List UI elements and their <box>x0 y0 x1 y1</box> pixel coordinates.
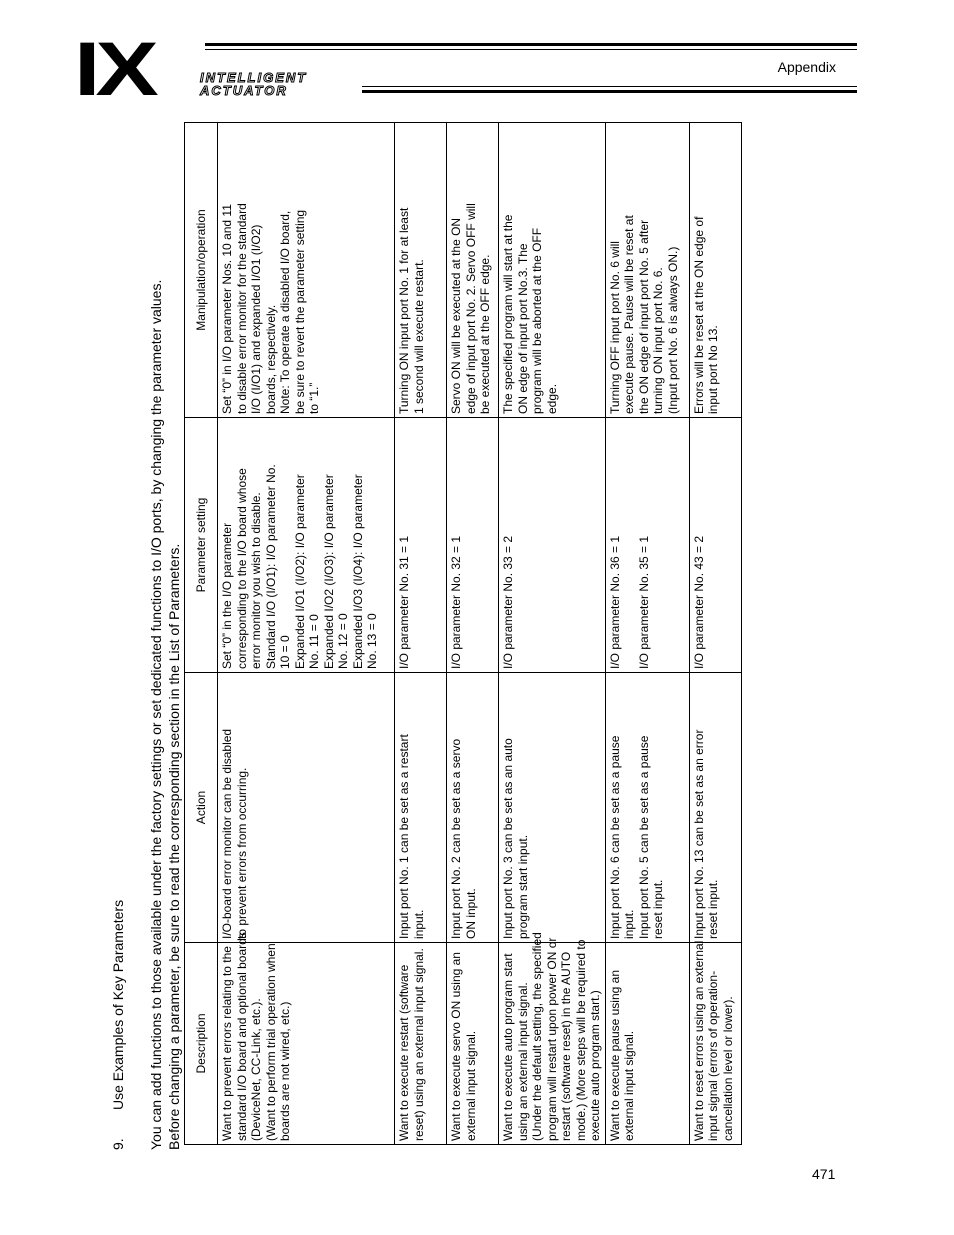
cell-line: reset input. <box>651 879 665 939</box>
cell-line: No. 11 = 0 <box>307 614 321 669</box>
cell-line: Want to reset errors using an external <box>691 940 706 1141</box>
section-heading <box>110 900 126 1150</box>
cell-line: Turning OFF input port No. 6 will <box>607 241 622 414</box>
cell-manipulation <box>395 123 447 418</box>
cell-line: No. 13 = 0 <box>365 613 379 669</box>
cell-line: turning ON input port No. 6. <box>651 267 665 414</box>
cell-description <box>499 932 606 1145</box>
cell-line: the ON edge of input port No. 5 after <box>636 219 651 414</box>
landscape-content <box>110 120 840 1150</box>
cell-description <box>395 943 447 1145</box>
cell-line: Input port No. 5 can be set as a pause <box>636 735 651 939</box>
table-row <box>218 123 395 1145</box>
cell-line: to “1.” <box>307 382 321 414</box>
cell-line: be sure to revert the parameter setting <box>292 209 307 414</box>
cell-action <box>218 673 395 943</box>
cell-line: (DeviceNet, CC-Link, etc.). <box>249 998 263 1141</box>
cell-parameter <box>499 418 606 673</box>
cell-action <box>395 673 447 943</box>
cell-line: Want to execute pause using an <box>607 970 622 1141</box>
cell-line: execute pause. Pause will be reset at <box>622 215 636 414</box>
cell-line: Standard I/O (I/O1): I/O parameter No. <box>263 464 278 669</box>
cell-line: input. <box>411 909 426 939</box>
cell-manipulation <box>218 123 395 418</box>
cell-action <box>499 673 606 943</box>
cell-parameter <box>218 418 395 673</box>
cell-description <box>447 943 499 1145</box>
cell-line: error monitor you wish to disable. <box>249 492 263 669</box>
table-row <box>605 123 689 1145</box>
cell-line: I/O parameter No. 32 = 1 <box>449 535 463 669</box>
cell-line: I/O parameter No. 43 = 2 <box>691 535 706 669</box>
page-number: 471 <box>812 1166 836 1182</box>
cell-line: ON edge of input port No.3. The <box>515 243 530 414</box>
cell-line: input signal (errors of operation- <box>706 970 720 1141</box>
cell-line: (Want to perform trial operation when <box>263 943 278 1141</box>
intro-paragraph <box>147 130 183 1150</box>
cell-line: Errors will be reset at the ON edge of <box>691 216 706 414</box>
table-row <box>689 123 741 1145</box>
cell-line: The specified program will start at the <box>501 214 515 414</box>
cell-line: Input port No. 13 can be set as an error <box>691 729 706 939</box>
cell-line: edge. <box>544 383 559 414</box>
section-title: Use Examples of Key Parameters <box>110 899 126 1110</box>
cell-line: to disable error monitor for the standard <box>234 203 249 414</box>
column-header-description: Description <box>185 943 218 1145</box>
cell-line: external input signal. <box>463 1030 478 1141</box>
cell-line: restart (software reset) in the AUTO <box>559 951 573 1141</box>
cell-manipulation <box>689 123 741 418</box>
cell-line: Input port No. 6 can be set as a pause <box>607 735 622 939</box>
header-rule-bottom-thick <box>362 90 857 93</box>
cell-manipulation <box>499 123 606 418</box>
column-header-parameter-setting: Parameter setting <box>185 418 218 673</box>
cell-action <box>689 673 741 943</box>
table-row <box>447 123 499 1145</box>
cell-line: Servo ON will be executed at the ON <box>449 217 463 414</box>
cell-line: (Under the default setting, the specified <box>530 932 544 1141</box>
cell-manipulation <box>447 123 499 418</box>
section-label: Appendix <box>777 59 836 75</box>
cell-line: program will be aborted at the OFF <box>530 227 544 414</box>
cell-line: 10 = 0 <box>278 635 292 669</box>
cell-line: Set “0” in I/O parameter Nos. 10 and 11 <box>220 204 234 414</box>
cell-line: I/O parameter No. 33 = 2 <box>501 535 515 669</box>
cell-line: mode.) (More steps will be required to <box>573 939 588 1141</box>
cell-line: reset) using an external input signal. <box>411 948 426 1141</box>
cell-line: Input port No. 2 can be set as a servo <box>449 738 463 939</box>
cell-line: cancellation level or lower). <box>720 996 735 1141</box>
cell-line: to prevent errors from occurring. <box>234 767 249 939</box>
cell-description <box>218 932 395 1145</box>
table-header-row <box>185 123 218 1145</box>
cell-line: Want to prevent errors relating to the <box>220 946 234 1141</box>
column-header-manipulation: Manipulation/operation <box>185 123 218 418</box>
cell-line: Turning ON input port No. 1 for at least <box>397 207 411 414</box>
section-number: 9. <box>110 1138 126 1150</box>
cell-line: I/O parameter No. 36 = 1 <box>607 535 622 669</box>
cell-line: I/O (I/O1) and expanded I/O1 (I/O2) <box>249 224 263 414</box>
cell-line: I/O parameter No. 35 = 1 <box>636 535 651 669</box>
intro-line: Before changing a parameter, be sure to read the corresponding section in the List of Parameters. <box>166 543 182 1150</box>
cell-line: Want to execute restart (software <box>397 964 411 1141</box>
cell-line: ON input. <box>463 888 478 939</box>
cell-line: Expanded I/O3 (I/O4): I/O parameter <box>350 474 365 669</box>
cell-action <box>605 673 689 943</box>
cell-line <box>622 421 637 669</box>
header-rule-top-thin <box>205 49 857 50</box>
cell-line: program start input. <box>515 834 530 939</box>
cell-line: Input port No. 3 can be set as an auto <box>501 738 515 939</box>
parameters-table <box>184 122 742 1145</box>
cell-manipulation <box>605 123 689 418</box>
cell-line: input port No 13. <box>706 325 720 414</box>
intro-line: You can add functions to those available under the factory settings or set dedicated functions to I/O ports, by changing the parameter values. <box>148 279 164 1150</box>
cell-line: boards are not wired, etc.) <box>278 1001 292 1141</box>
cell-line: Set “0” in the I/O parameter <box>220 522 234 669</box>
column-header-action: Action <box>185 673 218 943</box>
cell-line: Input port No. 1 can be set as a restart <box>397 734 411 939</box>
cell-line: Note: To operate a disabled I/O board, <box>278 210 292 414</box>
cell-line: standard I/O board and optional boards <box>234 932 249 1141</box>
cell-line: input. <box>622 909 636 939</box>
cell-line: edge of input port No. 2. Servo OFF will <box>463 203 478 414</box>
cell-description <box>605 943 689 1145</box>
logo-mark: IX <box>74 27 154 112</box>
cell-parameter <box>605 418 689 673</box>
cell-line: I/O parameter No. 31 = 1 <box>397 535 411 669</box>
logo <box>74 27 374 112</box>
cell-line: corresponding to the I/O board whose <box>234 468 249 669</box>
cell-line: reset input. <box>706 879 720 939</box>
cell-action <box>447 673 499 943</box>
cell-line: program will restart upon power ON or <box>544 937 559 1141</box>
header-rule-bottom-thin <box>362 86 857 87</box>
cell-description <box>689 940 741 1145</box>
cell-line: Want to execute servo ON using an <box>449 952 463 1141</box>
cell-line: using an external input signal. <box>515 982 530 1141</box>
cell-line: 1 second will execute restart. <box>411 259 426 414</box>
cell-line: Expanded I/O2 (I/O3): I/O parameter <box>321 474 336 669</box>
cell-line: execute auto program start.) <box>588 990 602 1141</box>
cell-line: boards, respectively. <box>263 304 278 414</box>
table-row <box>499 123 606 1145</box>
cell-line: external input signal. <box>622 1030 636 1141</box>
cell-line: Want to execute auto program start <box>501 953 515 1141</box>
logo-text-actuator: ACTUATOR <box>200 83 288 98</box>
logo-text-intelligent: INTELLIGENT <box>200 70 308 85</box>
cell-line: (Input port No. 6 is always ON.) <box>665 246 680 414</box>
cell-line: I/O-board error monitor can be disabled <box>220 728 234 939</box>
cell-parameter <box>689 418 741 673</box>
cell-parameter <box>395 418 447 673</box>
table-row <box>395 123 447 1145</box>
cell-line: be executed at the OFF edge. <box>478 254 492 414</box>
cell-parameter <box>447 418 499 673</box>
header-rule-top-thick <box>205 43 857 46</box>
cell-line: Expanded I/O1 (I/O2): I/O parameter <box>292 474 307 669</box>
cell-line: No. 12 = 0 <box>336 613 350 669</box>
